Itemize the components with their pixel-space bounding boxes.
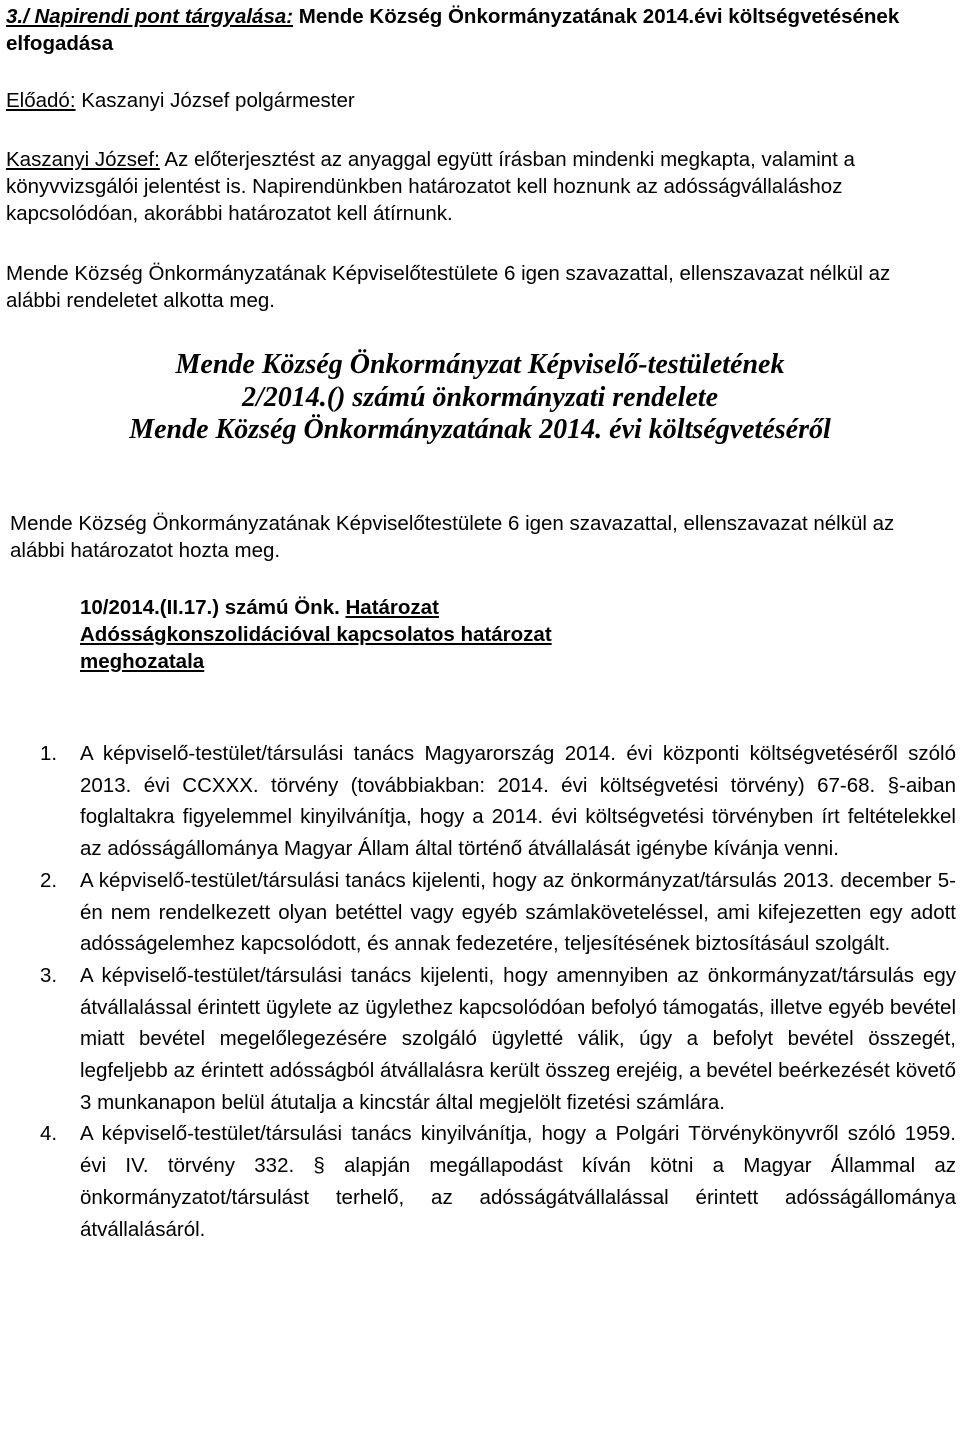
- item-number: 1.: [40, 742, 58, 765]
- resolution-number: 10/2014.(II.17.) számú Önk.: [80, 596, 346, 619]
- vote-paragraph-2: Mende Község Önkormányzatának Képviselőtestülete 6 igen szavazattal, ellenszavazat nélkül az alábbi határozatot hozta meg.: [10, 512, 895, 562]
- list-item: [40, 865, 956, 960]
- resolution-items: [40, 738, 956, 1245]
- decree-title-line-2: 2/2014.() számú önkormányzati rendelete: [241, 382, 718, 413]
- speaker-name: Kaszanyi József:: [6, 148, 160, 171]
- presenter-label: Előadó:: [6, 89, 76, 112]
- resolution-block: [80, 594, 840, 675]
- agenda-heading: [6, 3, 946, 57]
- decree-title-line-1: Mende Község Önkormányzat Képviselő-testületének: [175, 349, 785, 380]
- presenter-line: [6, 87, 946, 114]
- item-text: A képviselő-testület/társulási tanács kijelenti, hogy az önkormányzat/társulás 2013. december 5-én nem rendelkezett olyan betéttel vagy egyéb számlaköveteléssel, ami kifejezetten egy adott adósságelemhez kapcsolódott, és annak fedezetére, teljesítésének biztosításául szolgált.: [80, 868, 956, 956]
- item-number: 4.: [40, 1122, 58, 1146]
- resolution-title: Adósságkonszolidációval kapcsolatos határozat meghozatala: [80, 623, 552, 673]
- resolution-label: Határozat: [345, 596, 439, 619]
- agenda-lead: 3./ Napirendi pont tárgyalása:: [6, 5, 294, 28]
- item-text: A képviselő-testület/társulási tanács kinyilvánítja, hogy a Polgári Törvénykönyvről szóló 1959. évi IV. törvény 332. § alapján megállapodást kíván kötni a Magyar Állammal az önkormányzatot/társulást terhelő, az adósságátvállalással érintett adósságállománya átvállalásáról.: [80, 1122, 956, 1241]
- vote-paragraph-1: Mende Község Önkormányzatának Képviselőtestülete 6 igen szavazattal, ellenszavazat nélkül az alábbi rendeletet alkotta meg.: [6, 262, 891, 312]
- speech-text: Az előterjesztést az anyaggal együtt írásban mindenki megkapta, valamint a könyvvizsgálói jelentést is. Napirendünkben határozatot kell hoznunk az adósságvállaláshoz kapcsolódóan, akorábbi határozatot kell átírnunk.: [6, 148, 855, 225]
- speech-paragraph: [6, 146, 946, 227]
- agenda-title: Mende Község Önkormányzatának 2014.évi költségvetésének elfogadása: [6, 5, 900, 55]
- list-item: [40, 960, 956, 1119]
- list-item: [40, 1118, 956, 1245]
- decree-title-line-3: Mende Község Önkormányzatának 2014. évi költségvetéséről: [129, 414, 831, 445]
- item-number: 3.: [40, 963, 58, 987]
- presenter-text: Kaszanyi József polgármester: [75, 89, 355, 112]
- item-number: 2.: [40, 868, 58, 892]
- resolution-number-line: [80, 594, 840, 621]
- item-text: A képviselő-testület/társulási tanács Magyarország 2014. évi központi költségvetéséről szóló 2013. évi CCXXX. törvény (továbbiakban: 2014. évi költségvetési törvény) 67-68. §-aiban foglaltakra figyelemmel kinyilvánítja, hogy a 2014. évi költségvetési törvényben írt feltételekkel az adósságállománya Magyar Állam által történő átvállalását igénybe kívánja venni.: [80, 742, 956, 861]
- list-item: [40, 738, 956, 865]
- item-text: A képviselő-testület/társulási tanács kijelenti, hogy amennyiben az önkormányzat/társulás egy átvállalással érintett ügylete az ügylethez kapcsolódóan befolyó támogatás, illetve egyéb bevétel miatt bevétel megelőlegezésére szolgáló ügyletté válik, úgy a befolyt bevétel összegét, legfeljebb az érintett adósságból átvállalásra került összeg erejéig, a bevétel beérkezését követő 3 munkanapon belül átutalja a kincstár által megjelölt fizetési számlára.: [80, 963, 956, 1114]
